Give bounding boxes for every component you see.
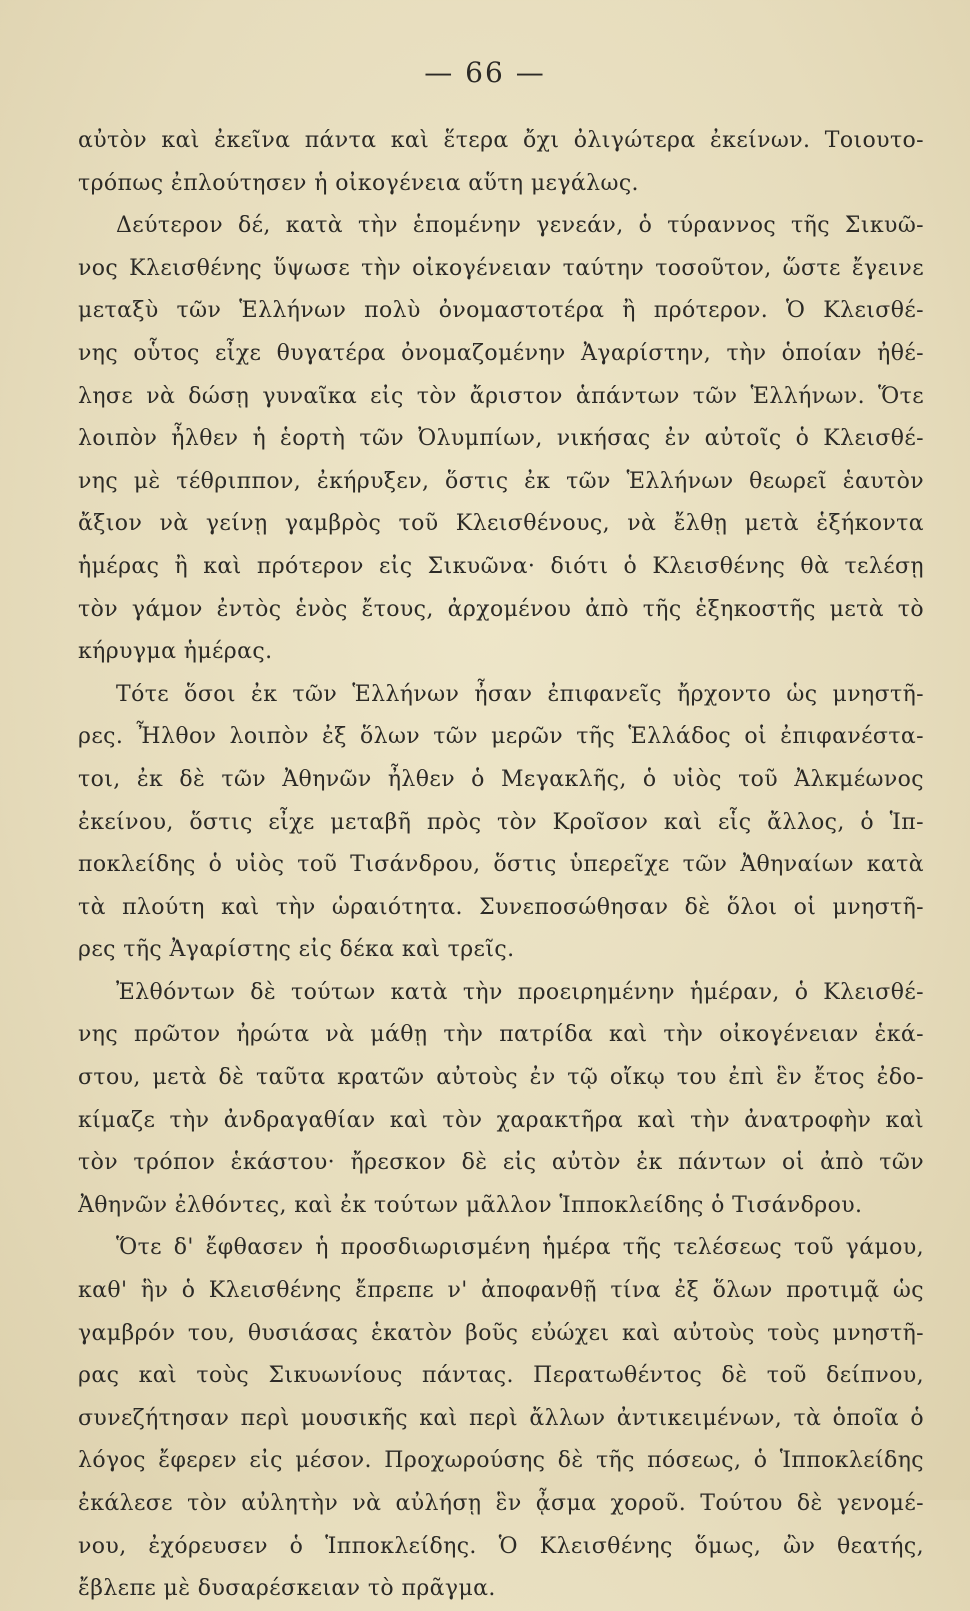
text-line: νης οὗτος εἶχε θυγατέρα ὀνομαζομένην Ἀγαρίστην, τὴν ὁποίαν ἠθέ- — [78, 340, 924, 366]
text-line: ρες. Ἦλθον λοιπὸν ἐξ ὅλων τῶν μερῶν τῆς Ἑλλάδος οἱ ἐπιφανέστα- — [78, 724, 924, 750]
text-line: μεταξὺ τῶν Ἑλλήνων πολὺ ὀνομαστοτέρα ἢ πρότερον. Ὁ Κλεισθέ- — [78, 298, 924, 324]
text-line: ἔβλεπε μὲ δυσαρέσκειαν τὸ πρᾶγμα. — [78, 1576, 496, 1602]
text-line: νος Κλεισθένης ὕψωσε τὴν οἰκογένειαν ταύτην τοσοῦτον, ὥστε ἔγεινε — [78, 255, 924, 281]
text-line: αὐτὸν καὶ ἐκεῖνα πάντα καὶ ἕτερα ὄχι ὀλιγώτερα ἐκείνων. Τοιουτο- — [78, 128, 924, 153]
text-line: νης πρῶτον ἠρώτα νὰ μάθῃ τὴν πατρίδα καὶ τὴν οἰκογένειαν ἑκά- — [78, 1022, 924, 1048]
text-line: Τότε ὅσοι ἐκ τῶν Ἑλλήνων ἦσαν ἐπιφανεῖς ἤρχοντο ὡς μνηστῆ- — [116, 681, 924, 707]
text-line: ἐκείνου, ὅστις εἶχε μεταβῆ πρὸς τὸν Κροῖσον καὶ εἷς ἄλλος, ὁ Ἱπ- — [78, 809, 924, 835]
text-line: τοι, ἐκ δὲ τῶν Ἀθηνῶν ἦλθεν ὁ Μεγακλῆς, ὁ υἱὸς τοῦ Ἀλκμέωνος — [78, 766, 924, 792]
text-line: καθ' ἣν ὁ Κλεισθένης ἔπρεπε ν' ἀποφανθῇ τίνα ἐξ ὅλων προτιμᾷ ὡς — [78, 1278, 924, 1304]
text-line: τρόπως ἐπλούτησεν ἡ οἰκογένεια αὕτη μεγάλως. — [78, 170, 639, 196]
text-line: λόγος ἔφερεν εἰς μέσον. Προχωρούσης δὲ τῆς πόσεως, ὁ Ἱπποκλείδης — [78, 1448, 924, 1474]
text-line: Ἀθηνῶν ἐλθόντες, καὶ ἐκ τούτων μᾶλλον Ἱπποκλείδης ὁ Τισάνδρου. — [78, 1192, 863, 1218]
text-line: συνεζήτησαν περὶ μουσικῆς καὶ περὶ ἄλλων ἀντικειμένων, τὰ ὁποῖα ὁ — [78, 1405, 924, 1431]
text-line: στου, μετὰ δὲ ταῦτα κρατῶν αὐτοὺς ἐν τῷ οἴκῳ του ἐπὶ ἓν ἔτος ἐδο- — [78, 1065, 924, 1091]
text-line: τὰ πλούτη καὶ τὴν ὡραιότητα. Συνεποσώθησαν δὲ ὅλοι οἱ μνηστῆ- — [78, 894, 924, 920]
page-number: — 66 — — [424, 56, 546, 89]
text-line: ποκλείδης ὁ υἱὸς τοῦ Τισάνδρου, ὅστις ὑπερεῖχε τῶν Ἀθηναίων κατὰ — [78, 852, 924, 878]
text-line: ρας καὶ τοὺς Σικυωνίους πάντας. Περατωθέντος δὲ τοῦ δείπνου, — [78, 1363, 924, 1389]
text-line: ρες τῆς Ἀγαρίστης εἰς δέκα καὶ τρεῖς. — [78, 937, 515, 963]
text-line: κίμαζε τὴν ἀνδραγαθίαν καὶ τὸν χαρακτῆρα καὶ τὴν ἀνατροφὴν καὶ — [78, 1107, 924, 1133]
text-line: ἐκάλεσε τὸν αὐλητὴν νὰ αὐλήσῃ ἓν ᾆσμα χοροῦ. Τούτου δὲ γενομέ- — [78, 1491, 924, 1516]
text-line: τὸν τρόπον ἑκάστου· ἤρεσκον δὲ εἰς αὐτὸν ἐκ πάντων οἱ ἀπὸ τῶν — [78, 1150, 924, 1176]
text-line: ἡμέρας ἢ καὶ πρότερον εἰς Σικυῶνα· διότι ὁ Κλεισθένης θὰ τελέσῃ — [78, 553, 924, 579]
text-line: τὸν γάμον ἐντὸς ἑνὸς ἔτους, ἀρχομένου ἀπὸ τῆς ἑξηκοστῆς μετὰ τὸ — [78, 596, 924, 622]
text-line: γαμβρόν του, θυσιάσας ἑκατὸν βοῦς εὐώχει καὶ αὐτοὺς τοὺς μνηστῆ- — [78, 1320, 924, 1346]
text-line: νου, ἐχόρευσεν ὁ Ἱπποκλείδης. Ὁ Κλεισθένης ὅμως, ὢν θεατής, — [78, 1533, 924, 1559]
text-line: νης μὲ τέθριππον, ἐκήρυξεν, ὅστις ἐκ τῶν Ἑλλήνων θεωρεῖ ἑαυτὸν — [78, 468, 924, 494]
text-line: Ὅτε δ' ἔφθασεν ἡ προσδιωρισμένη ἡμέρα τῆς τελέσεως τοῦ γάμου, — [116, 1235, 924, 1261]
text-line: λησε νὰ δώσῃ γυναῖκα εἰς τὸν ἄριστον ἁπάντων τῶν Ἑλλήνων. Ὅτε — [78, 383, 924, 409]
text-line: ἄξιον νὰ γείνῃ γαμβρὸς τοῦ Κλεισθένους, νὰ ἔλθῃ μετὰ ἑξήκοντα — [78, 511, 924, 537]
page-text — [78, 120, 924, 1611]
text-line: Ἐλθόντων δὲ τούτων κατὰ τὴν προειρημένην ἡμέραν, ὁ Κλεισθέ- — [116, 979, 924, 1005]
text-line: λοιπὸν ἦλθεν ἡ ἑορτὴ τῶν Ὀλυμπίων, νικήσας ἐν αὐτοῖς ὁ Κλεισθέ- — [78, 426, 924, 452]
text-line: κήρυγμα ἡμέρας. — [78, 639, 273, 665]
text-line: Δεύτερον δέ, κατὰ τὴν ἑπομένην γενεάν, ὁ τύραννος τῆς Σικυῶ- — [116, 213, 924, 239]
